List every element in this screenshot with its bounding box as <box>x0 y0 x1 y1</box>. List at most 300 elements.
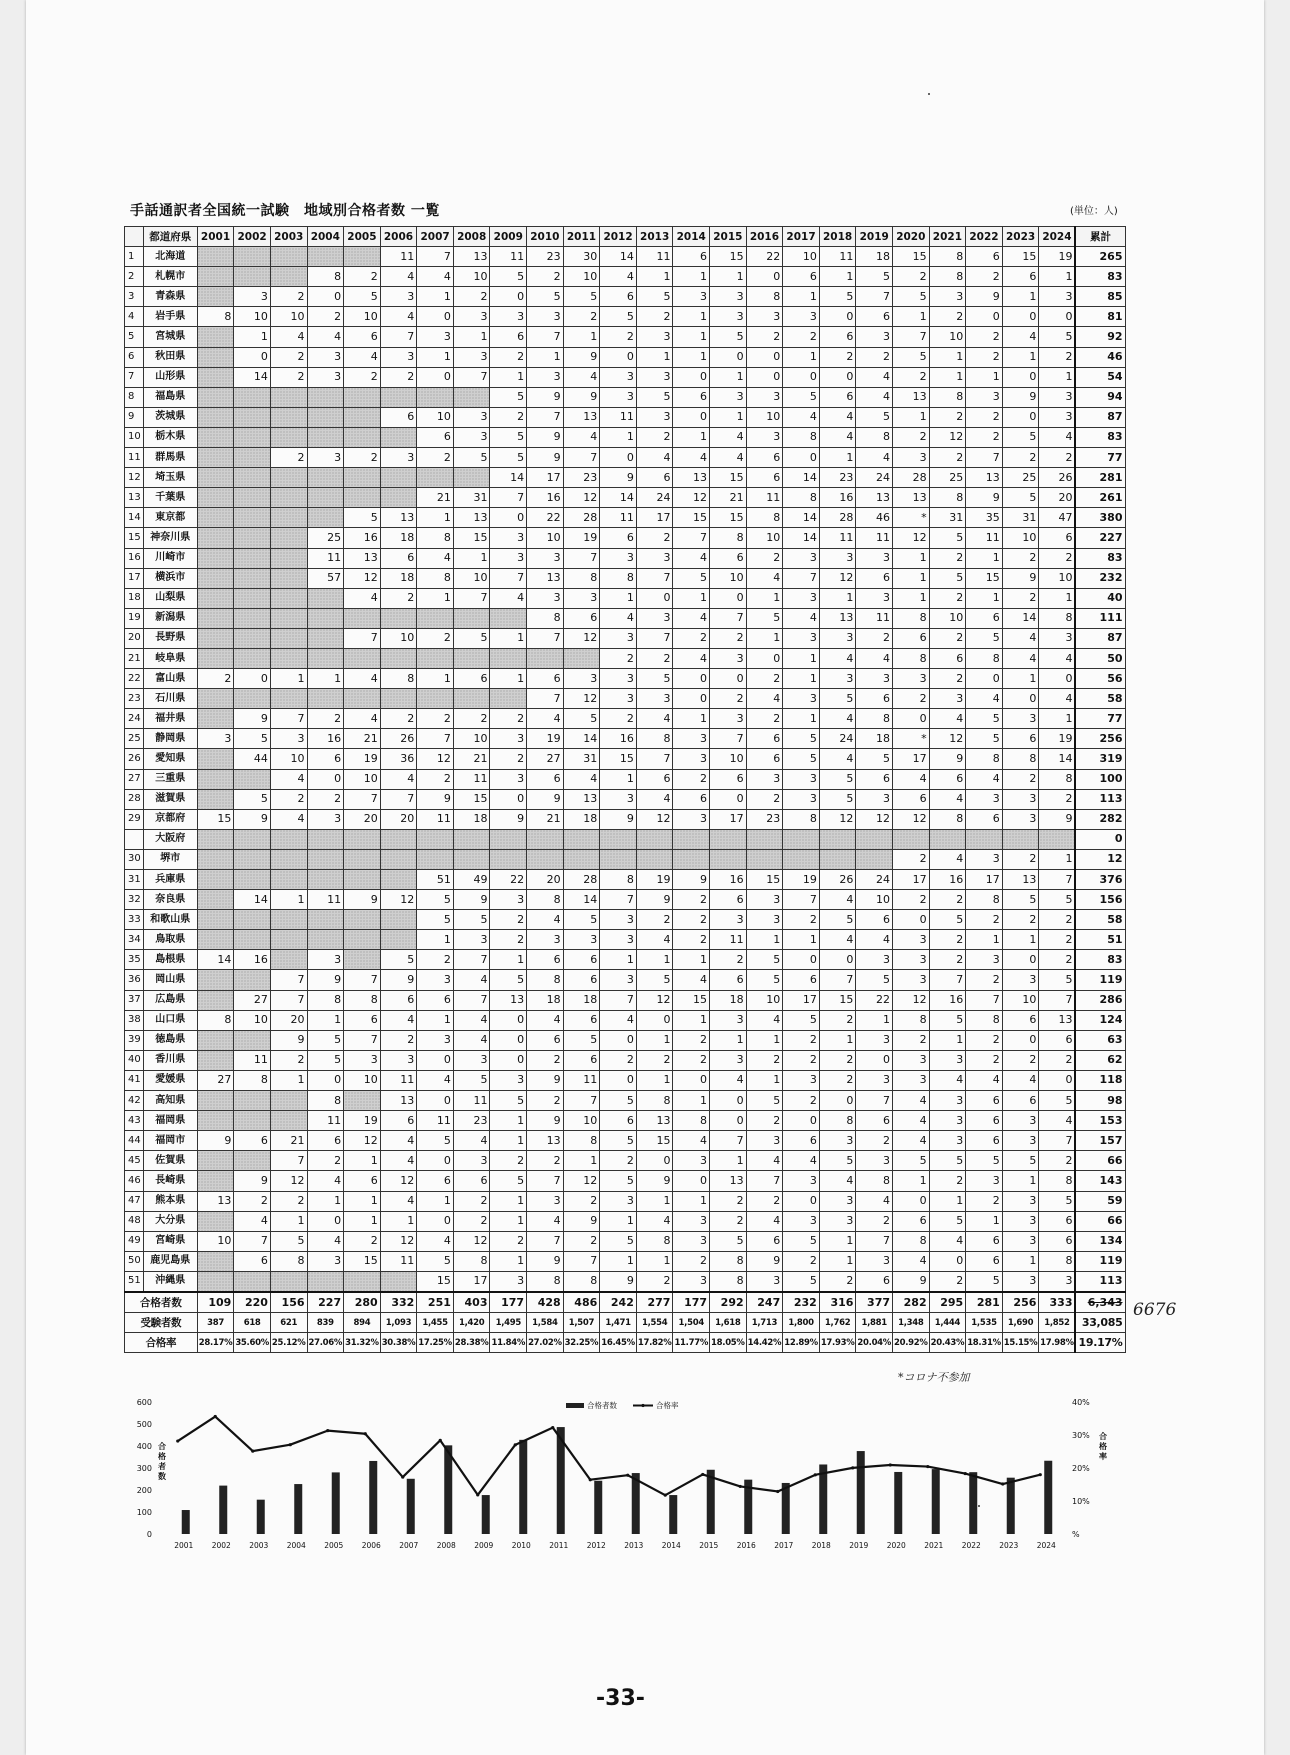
cell-value: 4 <box>380 1191 417 1211</box>
cell-not-held <box>417 829 454 849</box>
summary-value: 1,554 <box>636 1313 673 1333</box>
cell-not-held <box>197 1171 234 1191</box>
cell-value: 4 <box>710 427 747 447</box>
cell-value: 1 <box>893 568 930 588</box>
cell-value: 0 <box>600 1070 637 1090</box>
cell-value: 6 <box>856 769 893 789</box>
cell-value: 8 <box>783 809 820 829</box>
cell-value: 15 <box>673 990 710 1010</box>
cell-value: 0 <box>234 669 271 689</box>
cell-not-held <box>197 1030 234 1050</box>
cell-value: 5 <box>783 1010 820 1030</box>
cell-not-held <box>1039 829 1076 849</box>
cell-value: 6 <box>1002 1010 1039 1030</box>
bar-2019 <box>857 1451 865 1534</box>
cell-value: 4 <box>929 1070 966 1090</box>
cell-value: 7 <box>417 247 454 267</box>
row-number: 44 <box>125 1131 144 1151</box>
cell-value: 8 <box>344 990 381 1010</box>
cell-value: 1 <box>490 950 527 970</box>
row-number: 32 <box>125 890 144 910</box>
cell-not-held <box>307 1271 344 1292</box>
cell-value: 3 <box>856 789 893 809</box>
summary-value: 247 <box>746 1292 783 1313</box>
cell-value: 3 <box>673 1271 710 1292</box>
cell-value: 3 <box>893 970 930 990</box>
cell-value: 15 <box>600 749 637 769</box>
rate-point-2021 <box>926 1465 929 1468</box>
cell-value: 5 <box>453 628 490 648</box>
cell-not-held <box>234 468 271 488</box>
cell-value: 2 <box>270 1191 307 1211</box>
summary-row <box>125 1333 1126 1353</box>
cumulative-value: 282 <box>1075 809 1125 829</box>
row-number: 26 <box>125 749 144 769</box>
prefecture-name: 和歌山県 <box>143 910 197 930</box>
cell-value: 8 <box>929 387 966 407</box>
header-prefecture: 都道府県 <box>143 227 197 247</box>
cell-value: 4 <box>600 267 637 287</box>
cell-value: 4 <box>1039 689 1076 709</box>
cell-not-held <box>417 468 454 488</box>
row-number: 4 <box>125 307 144 327</box>
cell-value: 3 <box>1002 809 1039 829</box>
x-tick-label: 2021 <box>924 1541 944 1550</box>
cell-value: 12 <box>929 427 966 447</box>
cumulative-value: 46 <box>1075 347 1125 367</box>
prefecture-name: 横浜市 <box>143 568 197 588</box>
cell-not-held <box>197 628 234 648</box>
cell-value: 18 <box>856 247 893 267</box>
cell-value: 2 <box>893 1030 930 1050</box>
cell-value: 30 <box>563 247 600 267</box>
cell-not-held <box>490 689 527 709</box>
cell-value: 2 <box>819 1050 856 1070</box>
cell-value: 1 <box>600 1211 637 1231</box>
table-row <box>125 448 1126 468</box>
cell-value: 1 <box>673 347 710 367</box>
rate-point-2005 <box>326 1429 329 1432</box>
prefecture-name: 神奈川県 <box>143 528 197 548</box>
cell-value: 11 <box>490 247 527 267</box>
cell-value: 57 <box>307 568 344 588</box>
table-row <box>125 729 1126 749</box>
cell-value: 6 <box>966 1091 1003 1111</box>
cell-value: 12 <box>636 990 673 1010</box>
header-year: 2012 <box>600 227 637 247</box>
cumulative-value: 58 <box>1075 689 1125 709</box>
cell-value: 3 <box>453 1151 490 1171</box>
cell-value: 12 <box>563 1171 600 1191</box>
cell-value: 1 <box>673 1091 710 1111</box>
header-year: 2011 <box>563 227 600 247</box>
cell-value: 11 <box>819 247 856 267</box>
summary-value: 292 <box>710 1292 747 1313</box>
cell-value: 4 <box>636 1211 673 1231</box>
prefecture-name: 熊本県 <box>143 1191 197 1211</box>
cell-value: 3 <box>673 1211 710 1231</box>
cell-value: 2 <box>417 448 454 468</box>
table-row <box>125 1091 1126 1111</box>
cell-not-held <box>197 749 234 769</box>
cell-not-held <box>197 990 234 1010</box>
cell-value: 3 <box>490 1070 527 1090</box>
cell-value: 6 <box>710 890 747 910</box>
cell-value: 27 <box>527 749 564 769</box>
cell-not-held <box>710 829 747 849</box>
cell-value: 17 <box>636 508 673 528</box>
cell-value: 4 <box>856 1191 893 1211</box>
bar-2013 <box>632 1473 640 1534</box>
cell-value: 12 <box>380 1231 417 1251</box>
cell-not-held <box>270 870 307 890</box>
cell-value: 1 <box>929 1191 966 1211</box>
cell-value: 16 <box>234 950 271 970</box>
results-table <box>124 226 1126 1353</box>
cell-value: 6 <box>563 1050 600 1070</box>
prefecture-name: 高知県 <box>143 1091 197 1111</box>
cell-value: 8 <box>527 970 564 990</box>
cell-value: 3 <box>527 930 564 950</box>
cell-not-held <box>270 588 307 608</box>
row-number: 30 <box>125 849 144 869</box>
cell-value: 5 <box>966 709 1003 729</box>
cell-value: 3 <box>783 1211 820 1231</box>
cell-value: 2 <box>417 950 454 970</box>
cell-not-held <box>344 247 381 267</box>
cell-value: 4 <box>966 1070 1003 1090</box>
prefecture-name: 川崎市 <box>143 548 197 568</box>
cell-value: 15 <box>710 247 747 267</box>
bar-2006 <box>369 1461 377 1534</box>
cell-value: 0 <box>307 769 344 789</box>
cell-value: 3 <box>746 1131 783 1151</box>
cell-value: 7 <box>563 548 600 568</box>
cell-value: 18 <box>380 568 417 588</box>
cell-value: 4 <box>234 1211 271 1231</box>
cell-value: 1 <box>746 930 783 950</box>
cell-not-held <box>234 488 271 508</box>
cell-value: 7 <box>527 407 564 427</box>
cell-value: 0 <box>600 448 637 468</box>
cumulative-value: 376 <box>1075 870 1125 890</box>
cell-value: 3 <box>270 729 307 749</box>
rate-point-2019 <box>851 1466 854 1469</box>
cell-value: 12 <box>344 568 381 588</box>
bar-2015 <box>707 1470 715 1534</box>
cell-value: 2 <box>929 1171 966 1191</box>
cell-value: 5 <box>819 769 856 789</box>
cell-value: 5 <box>563 910 600 930</box>
row-number: 28 <box>125 789 144 809</box>
cell-value: 5 <box>856 407 893 427</box>
cell-value: 3 <box>893 1070 930 1090</box>
cell-value: 22 <box>746 247 783 267</box>
cell-value: 20 <box>270 1010 307 1030</box>
cell-value: 10 <box>344 1070 381 1090</box>
table-row <box>125 247 1126 267</box>
cell-value: 5 <box>819 789 856 809</box>
table-row <box>125 1131 1126 1151</box>
cell-not-held <box>893 829 930 849</box>
cell-value: 7 <box>270 709 307 729</box>
cell-value: 6 <box>490 327 527 347</box>
cell-value: 5 <box>966 729 1003 749</box>
bar-2022 <box>969 1472 977 1534</box>
cell-value: 7 <box>966 990 1003 1010</box>
row-number: 6 <box>125 347 144 367</box>
cell-value: 3 <box>856 588 893 608</box>
prefecture-name: 茨城県 <box>143 407 197 427</box>
cell-value: 10 <box>929 327 966 347</box>
cell-value: 2 <box>746 789 783 809</box>
cell-value: 9 <box>563 387 600 407</box>
cell-value: 3 <box>893 448 930 468</box>
cell-value: 4 <box>929 849 966 869</box>
cell-value: 2 <box>819 347 856 367</box>
cell-value: 6 <box>1002 1091 1039 1111</box>
cell-value: 4 <box>966 689 1003 709</box>
cell-value: 8 <box>600 568 637 588</box>
rate-point-2008 <box>439 1439 442 1442</box>
cell-value: 3 <box>563 588 600 608</box>
summary-value: 177 <box>490 1292 527 1313</box>
cell-value: 10 <box>746 990 783 1010</box>
x-tick-label: 2011 <box>549 1541 569 1550</box>
cell-value: 0 <box>819 1091 856 1111</box>
cell-not-held <box>270 930 307 950</box>
cumulative-value: 157 <box>1075 1131 1125 1151</box>
cell-not-held <box>636 829 673 849</box>
cell-value: 16 <box>307 729 344 749</box>
bar-2023 <box>1007 1478 1015 1534</box>
cumulative-value: 87 <box>1075 407 1125 427</box>
prefecture-name: 岐阜県 <box>143 648 197 668</box>
cell-value: 3 <box>490 528 527 548</box>
cell-value: 15 <box>1002 247 1039 267</box>
table-row <box>125 648 1126 668</box>
cell-value: 11 <box>966 528 1003 548</box>
row-number: 25 <box>125 729 144 749</box>
summary-value: 280 <box>344 1292 381 1313</box>
table-row <box>125 287 1126 307</box>
cell-value: 1 <box>966 588 1003 608</box>
rate-point-2007 <box>401 1475 404 1478</box>
cell-not-held <box>197 789 234 809</box>
cell-value: 6 <box>746 1231 783 1251</box>
cell-value: 3 <box>1039 287 1076 307</box>
cell-value: 2 <box>453 1211 490 1231</box>
cell-value: 3 <box>527 367 564 387</box>
prefecture-name: 東京都 <box>143 508 197 528</box>
cell-value: 8 <box>893 608 930 628</box>
cell-value: 2 <box>344 267 381 287</box>
cell-value: 7 <box>453 367 490 387</box>
cell-value: 9 <box>234 1171 271 1191</box>
cell-value: 6 <box>673 247 710 267</box>
x-tick-label: 2009 <box>474 1541 494 1550</box>
cell-value: 1 <box>1002 347 1039 367</box>
cell-not-held <box>270 407 307 427</box>
prefecture-name: 埼玉県 <box>143 468 197 488</box>
cell-value: 1 <box>783 648 820 668</box>
cell-value: 6 <box>527 950 564 970</box>
x-tick-label: 2004 <box>286 1541 306 1550</box>
cumulative-value: 113 <box>1075 1271 1125 1292</box>
row-number: 18 <box>125 588 144 608</box>
cell-value: 2 <box>490 407 527 427</box>
cell-value: 0 <box>417 1211 454 1231</box>
header-year: 2023 <box>1002 227 1039 247</box>
cell-value: 9 <box>453 890 490 910</box>
cell-value: 2 <box>1039 1050 1076 1070</box>
cell-value: 11 <box>453 769 490 789</box>
cell-not-held <box>270 849 307 869</box>
summary-value: 403 <box>453 1292 490 1313</box>
cell-value: 10 <box>710 749 747 769</box>
cell-value: 10 <box>453 729 490 749</box>
cell-value: 2 <box>856 628 893 648</box>
row-number: 23 <box>125 689 144 709</box>
cell-value: 4 <box>563 769 600 789</box>
cell-value: 11 <box>856 608 893 628</box>
cell-value: 18 <box>527 990 564 1010</box>
cell-value: 10 <box>270 749 307 769</box>
cell-not-held <box>307 870 344 890</box>
cell-value: 4 <box>307 1171 344 1191</box>
cell-value: 2 <box>746 1111 783 1131</box>
cumulative-value: 143 <box>1075 1171 1125 1191</box>
cell-value: 2 <box>344 367 381 387</box>
summary-value: 277 <box>636 1292 673 1313</box>
cell-value: 7 <box>636 628 673 648</box>
cell-not-held <box>380 608 417 628</box>
cell-value: 11 <box>600 508 637 528</box>
cell-not-held <box>234 689 271 709</box>
cell-value: 4 <box>893 1131 930 1151</box>
cell-value: 2 <box>453 1191 490 1211</box>
row-number: 10 <box>125 427 144 447</box>
cell-not-held <box>417 689 454 709</box>
table-row <box>125 789 1126 809</box>
cell-value: 7 <box>563 1251 600 1271</box>
cell-value: 4 <box>819 427 856 447</box>
cumulative-value: 232 <box>1075 568 1125 588</box>
cell-value: 0 <box>417 1050 454 1070</box>
cell-value: 8 <box>600 870 637 890</box>
footnote: *コロナ不参加 <box>898 1371 970 1384</box>
cell-value: 4 <box>1002 1070 1039 1090</box>
summary-value: 333 <box>1039 1292 1076 1313</box>
cell-not-held <box>197 1211 234 1231</box>
cell-not-held <box>270 1271 307 1292</box>
cell-not-held <box>344 950 381 970</box>
cell-value: 0 <box>417 367 454 387</box>
cell-value: 14 <box>1002 608 1039 628</box>
cell-value: 7 <box>344 789 381 809</box>
cell-value: 7 <box>527 1171 564 1191</box>
cell-value: 5 <box>490 448 527 468</box>
cell-value: 5 <box>1039 970 1076 990</box>
cell-value: 8 <box>563 1271 600 1292</box>
cell-value: 9 <box>966 287 1003 307</box>
cumulative-value: 100 <box>1075 769 1125 789</box>
cell-not-held <box>234 247 271 267</box>
y-tick-label: 500 <box>136 1420 152 1429</box>
cell-value: 7 <box>929 970 966 990</box>
cell-value: 10 <box>856 890 893 910</box>
cell-value: 6 <box>966 809 1003 829</box>
cell-value: 1 <box>929 347 966 367</box>
cell-value: 0 <box>417 307 454 327</box>
row-number: 12 <box>125 468 144 488</box>
cell-value: 3 <box>636 407 673 427</box>
row-number: 31 <box>125 870 144 890</box>
cell-value: 5 <box>1002 890 1039 910</box>
cell-value: 1 <box>453 327 490 347</box>
cell-value: 2 <box>1039 448 1076 468</box>
cell-value: 6 <box>893 1211 930 1231</box>
cell-value: 2 <box>673 628 710 648</box>
cell-not-held <box>929 829 966 849</box>
summary-value: 156 <box>270 1292 307 1313</box>
cell-value: 3 <box>819 1191 856 1211</box>
prefecture-name: 栃木県 <box>143 427 197 447</box>
cell-value: 4 <box>380 1131 417 1151</box>
summary-value: 25.12% <box>270 1333 307 1353</box>
row-number: 16 <box>125 548 144 568</box>
cell-value: 6 <box>563 970 600 990</box>
row-number: 45 <box>125 1151 144 1171</box>
summary-value: 295 <box>929 1292 966 1313</box>
cell-value: 1 <box>673 588 710 608</box>
cell-value: 0 <box>710 1111 747 1131</box>
cell-value: 0 <box>746 367 783 387</box>
y2-tick-label: 30% <box>1072 1431 1090 1440</box>
cell-value: 2 <box>929 1271 966 1292</box>
cell-not-held <box>563 849 600 869</box>
cell-value: 6 <box>563 950 600 970</box>
prefecture-name: 滋賀県 <box>143 789 197 809</box>
table-row <box>125 327 1126 347</box>
cell-value: 1 <box>1002 1171 1039 1191</box>
cell-value: 7 <box>417 729 454 749</box>
prefecture-name: 福井県 <box>143 709 197 729</box>
cell-value: 0 <box>417 1091 454 1111</box>
cell-value: 4 <box>270 327 307 347</box>
prefecture-name: 山梨県 <box>143 588 197 608</box>
cell-value: 6 <box>893 789 930 809</box>
cell-value: 0 <box>673 1171 710 1191</box>
cell-value: 2 <box>929 588 966 608</box>
cell-not-held <box>270 689 307 709</box>
cell-not-held <box>270 950 307 970</box>
cell-value: 3 <box>636 327 673 347</box>
cell-value: 2 <box>380 709 417 729</box>
cell-not-held <box>380 648 417 668</box>
row-number: 36 <box>125 970 144 990</box>
cell-not-held <box>234 387 271 407</box>
cell-value: 5 <box>893 287 930 307</box>
cell-value: 6 <box>1039 1030 1076 1050</box>
cell-value: 3 <box>710 910 747 930</box>
cell-not-held <box>234 528 271 548</box>
cell-value: 5 <box>929 910 966 930</box>
cell-value: 10 <box>417 407 454 427</box>
cell-value: 2 <box>490 709 527 729</box>
cell-value: 14 <box>783 528 820 548</box>
cell-not-held <box>673 829 710 849</box>
